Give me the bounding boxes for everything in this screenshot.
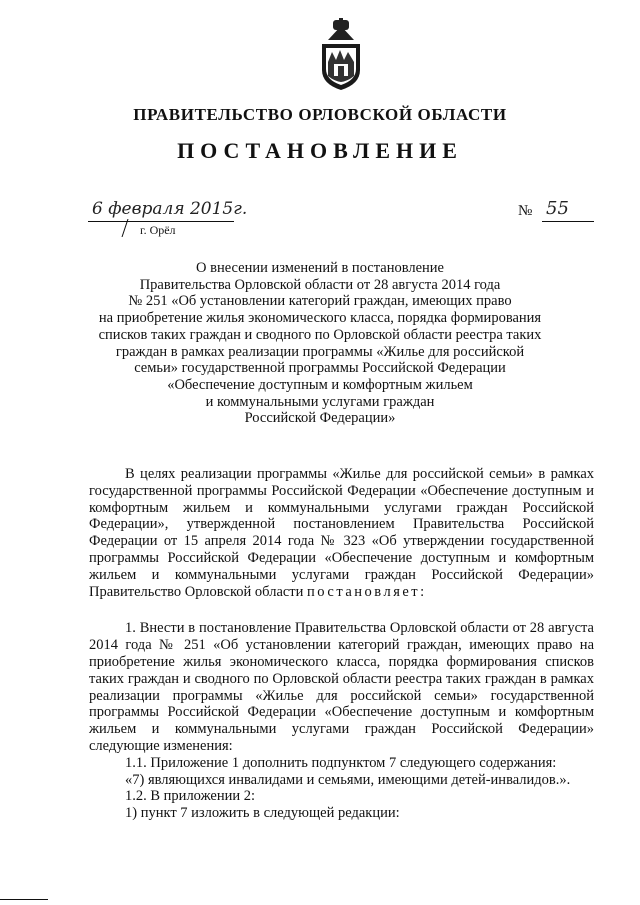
city-name: г. Орёл [140,223,176,237]
item-1-1-text: «7) являющихся инвалидами и семьями, имеющими детей-инвалидов.». [125,771,571,788]
subject-line: Российской Федерации» [244,410,396,427]
slash-mark [120,219,130,237]
preamble-text: В целях реализации программы «Жилье для российской семьи» в рамках государственной программы Российской Федерации «Обеспечение доступным и комфортным жильем и коммунальными услугами граждан Российской Федерации», утвержденной постановлением Правительства Российской Федерации от 15 апреля 2014 года № 323 «Об утверждении государственной программы Российской Федерации «Обеспечение доступным и комфортным жильем и коммунальными услугами граждан Российской Федерации» Правительство Орловской области [89,466,594,600]
subject-line: семьи» государственной программы Российской Федерации [134,360,506,377]
date-underline [88,221,234,222]
subject-line: списков таких граждан и сводного по Орловской области реестра таких [98,326,542,343]
document-type-title: ПОСТАНОВЛЕНИЕ [177,138,463,163]
subject-line: «Обеспечение доступным и комфортным жильем [167,376,473,393]
item-1-2: 1.2. В приложении 2: [125,788,256,805]
item-1-1: 1.1. Приложение 1 дополнить подпунктом 7 следующего содержания: [125,754,557,771]
clause-1-paragraph: 1. Внести в постановление Правительства Орловской области от 28 августа 2014 года № 251 «Об установлении категорий граждан, имеющих право на приобретение жилья экономического класса, порядка формирования списков таких граждан и сводного по Орловской области реестра таких граждан в рамках реализации программы «Жилье для российской семьи» государственной программы Российской Федерации «Обеспечение доступным и комфортным жильем и коммунальными услугами граждан Российской Федерации» следующие изменения: [89,620,594,754]
handwritten-number: 55 [546,198,569,219]
decree-word: постановляет: [307,583,427,600]
date-field [88,199,248,225]
subject-line: № 251 «Об установлении категорий граждан, имеющих право [128,293,512,310]
government-title: ПРАВИТЕЛЬСТВО ОРЛОВСКОЙ ОБЛАСТИ [133,105,507,124]
number-underline [542,221,594,222]
handwritten-date: 6 февраля 2015г. [92,199,248,219]
document-body [89,466,594,822]
subject-line: граждан в рамках реализации программы «Жилье для российской [115,343,525,360]
page-edge-line [0,899,48,900]
coat-of-arms-emblem [318,18,364,92]
subject-line: на приобретение жилья экономического класса, порядка формирования [98,310,542,327]
subject-line: и коммунальными услугами граждан [205,393,435,410]
document-number-field [518,198,598,225]
number-sign: № [518,203,533,219]
subject-line: Правительства Орловской области от 28 августа 2014 года [139,276,501,293]
subject-line: О внесении изменений в постановление [196,260,444,276]
preamble-paragraph [89,466,594,600]
item-1-2-subitem-1: 1) пункт 7 изложить в следующей редакции: [125,805,400,822]
document-subject [0,260,640,427]
paragraph-gap [89,600,594,620]
